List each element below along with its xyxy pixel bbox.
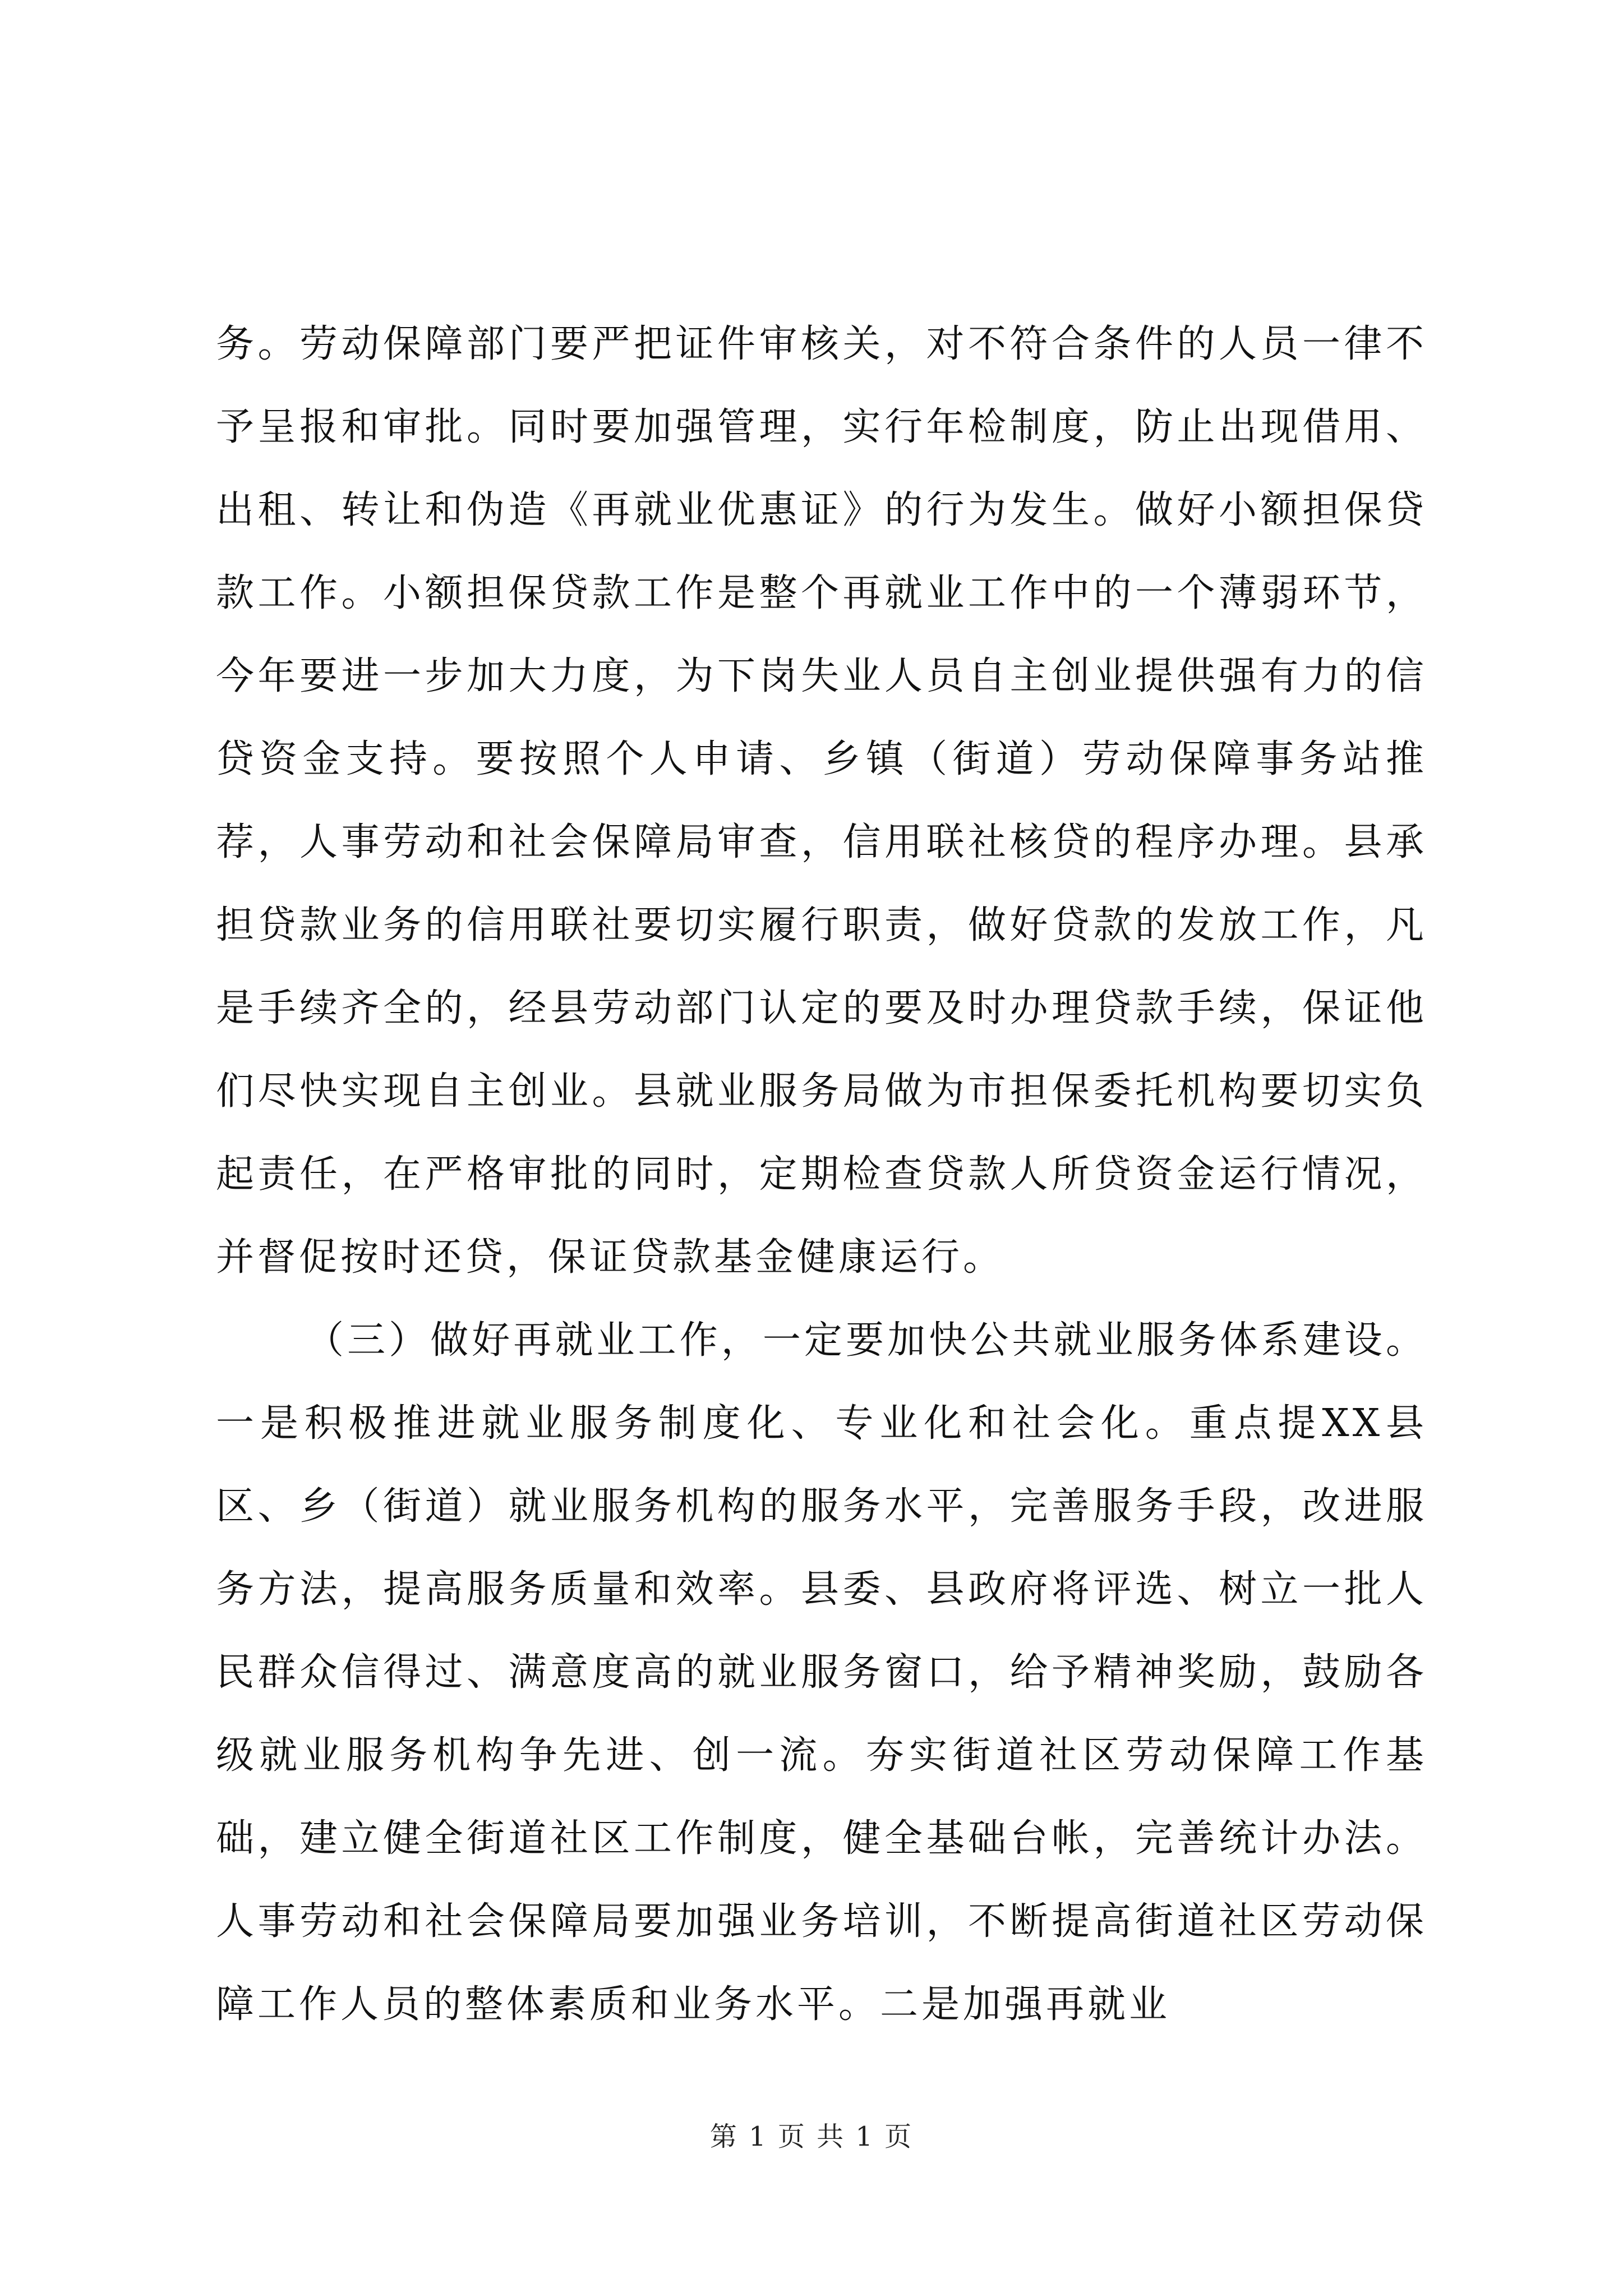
paragraph-2: （三）做好再就业工作，一定要加快公共就业服务体系建设。一是积极推进就业服务制度化、专业化和社会化。重点提XX县区、乡（街道）就业服务机构的服务水平，完善服务手段，改进服务方法，提高服务质量和效率。县委、县政府将评选、树立一批人民群众信得过、满意度高的就业服务窗口，给予精神奖励，鼓励各级就业服务机构争先进、创一流。夯实街道社区劳动保障工作基础，建立健全街道社区工作制度，健全基础台帐，完善统计办法。人事劳动和社会保障局要加强业务培训，不断提高街道社区劳动保障工作人员的整体素质和业务水平。二是加强再就业 — [216, 1318, 1427, 2027]
document-body — [216, 303, 1427, 2046]
page-number: 第 1 页 共 1 页 — [709, 2121, 914, 2152]
paragraph-1: 务。劳动保障部门要严把证件审核关，对不符合条件的人员一律不予呈报和审批。同时要加强管理，实行年检制度，防止出现借用、出租、转让和伪造《再就业优惠证》的行为发生。做好小额担保贷款工作。小额担保贷款工作是整个再就业工作中的一个薄弱环节，今年要进一步加大力度，为下岗失业人员自主创业提供强有力的信贷资金支持。要按照个人申请、乡镇（街道）劳动保障事务站推荐，人事劳动和社会保障局审查，信用联社核贷的程序办理。县承担贷款业务的信用联社要切实履行职责，做好贷款的发放工作，凡是手续齐全的，经县劳动部门认定的要及时办理贷款手续，保证他们尽快实现自主创业。县就业服务局做为市担保委托机构要切实负起责任，在严格审批的同时，定期检查贷款人所贷资金运行情况，并督促按时还贷，保证贷款基金健康运行。 — [216, 322, 1427, 1280]
page-footer — [0, 2115, 1623, 2154]
